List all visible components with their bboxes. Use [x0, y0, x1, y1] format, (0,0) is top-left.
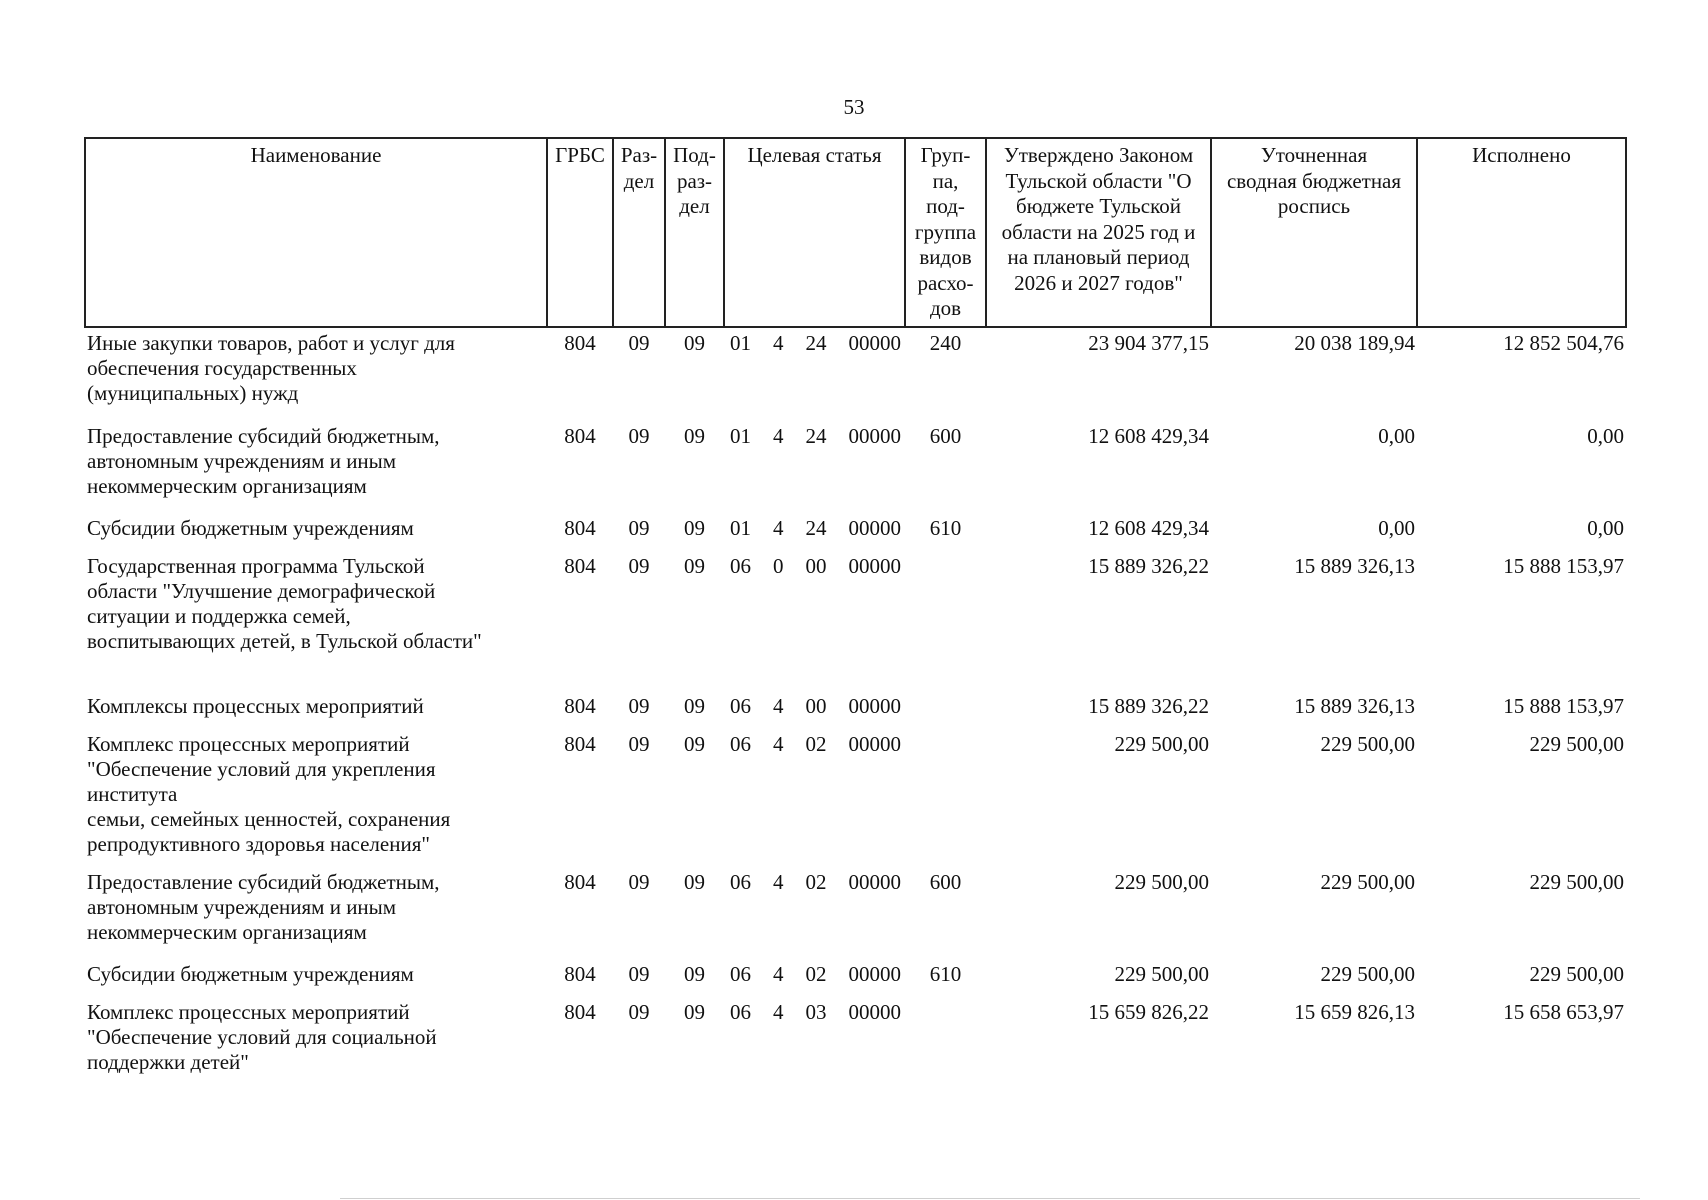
row-expense-group: 240 [929, 331, 962, 355]
row-target-article [724, 327, 905, 424]
table-row [85, 554, 1626, 694]
header-razdel: Раз- дел [613, 138, 665, 327]
header-refined-budget-list: Уточненная сводная бюджетная роспись [1211, 138, 1417, 327]
row-approved-amount: 229 500,00 [1114, 962, 1209, 986]
header-grbs: ГРБС [547, 138, 613, 327]
target-type-code: 4 [773, 870, 784, 894]
row-target-article [724, 554, 905, 694]
target-program-code: 06 [730, 554, 751, 578]
row-name: Предоставление субсидий бюджетным, автономным учреждениям и иным некоммерческим организациям [87, 870, 440, 944]
row-executed-amount: 15 888 153,97 [1503, 694, 1624, 718]
target-direction-code: 00000 [848, 554, 901, 578]
row-approved-amount: 229 500,00 [1114, 732, 1209, 756]
row-grbs: 804 [564, 331, 596, 355]
row-podrazdel: 09 [684, 732, 705, 756]
target-subprogram-code: 02 [805, 870, 827, 894]
row-executed-amount: 15 658 653,97 [1503, 1000, 1624, 1024]
row-target-article [724, 516, 905, 554]
row-refined-amount: 0,00 [1378, 516, 1415, 540]
target-program-code: 01 [730, 331, 751, 355]
row-name: Субсидии бюджетным учреждениям [87, 516, 414, 540]
target-type-code: 4 [773, 732, 784, 756]
row-razdel: 09 [628, 694, 650, 718]
header-expense-group: Груп- па, под- группа видов расхо- дов [905, 138, 986, 327]
row-approved-amount: 12 608 429,34 [1088, 424, 1209, 448]
row-expense-group: 600 [929, 870, 962, 894]
target-program-code: 06 [730, 962, 751, 986]
row-target-article [724, 732, 905, 870]
row-executed-amount: 12 852 504,76 [1503, 331, 1624, 355]
row-name: Предоставление субсидий бюджетным, автономным учреждениям и иным некоммерческим организациям [87, 424, 440, 498]
row-approved-amount: 229 500,00 [1114, 870, 1209, 894]
target-direction-code: 00000 [848, 732, 901, 756]
budget-execution-table [84, 137, 1627, 1075]
row-executed-amount: 229 500,00 [1529, 962, 1624, 986]
row-executed-amount: 15 888 153,97 [1503, 554, 1624, 578]
row-approved-amount: 15 889 326,22 [1088, 694, 1209, 718]
header-podrazdel: Под- раз- дел [665, 138, 724, 327]
row-grbs: 804 [564, 554, 596, 578]
row-approved-amount: 23 904 377,15 [1088, 331, 1209, 355]
header-executed: Исполнено [1417, 138, 1626, 327]
target-direction-code: 00000 [848, 424, 901, 448]
row-grbs: 804 [564, 732, 596, 756]
row-razdel: 09 [628, 516, 650, 540]
row-approved-amount: 12 608 429,34 [1088, 516, 1209, 540]
row-target-article [724, 424, 905, 516]
table-row [85, 694, 1626, 732]
target-subprogram-code: 02 [805, 732, 827, 756]
row-refined-amount: 229 500,00 [1320, 962, 1415, 986]
row-grbs: 804 [564, 424, 596, 448]
target-subprogram-code: 00 [805, 694, 827, 718]
target-subprogram-code: 00 [805, 554, 827, 578]
row-grbs: 804 [564, 516, 596, 540]
row-refined-amount: 15 889 326,13 [1294, 554, 1415, 578]
target-direction-code: 00000 [848, 962, 901, 986]
row-podrazdel: 09 [684, 331, 705, 355]
row-refined-amount: 229 500,00 [1320, 870, 1415, 894]
row-name: Комплекс процессных мероприятий "Обеспечение условий для социальной поддержки детей" [87, 1000, 437, 1074]
row-podrazdel: 09 [684, 1000, 705, 1024]
row-refined-amount: 229 500,00 [1320, 732, 1415, 756]
row-podrazdel: 09 [684, 962, 705, 986]
row-target-article [724, 962, 905, 1000]
row-expense-group: 600 [929, 424, 962, 448]
row-refined-amount: 0,00 [1378, 424, 1415, 448]
target-subprogram-code: 24 [805, 424, 827, 448]
row-podrazdel: 09 [684, 694, 705, 718]
row-expense-group [905, 1000, 986, 1075]
target-subprogram-code: 03 [805, 1000, 827, 1024]
target-type-code: 4 [773, 331, 784, 355]
row-refined-amount: 15 659 826,13 [1294, 1000, 1415, 1024]
row-razdel: 09 [628, 1000, 650, 1024]
row-grbs: 804 [564, 694, 596, 718]
row-podrazdel: 09 [684, 554, 705, 578]
row-refined-amount: 15 889 326,13 [1294, 694, 1415, 718]
target-type-code: 4 [773, 516, 784, 540]
target-direction-code: 00000 [848, 516, 901, 540]
row-grbs: 804 [564, 1000, 596, 1024]
table-row [85, 516, 1626, 554]
row-executed-amount: 0,00 [1587, 516, 1624, 540]
table-row [85, 870, 1626, 962]
row-razdel: 09 [628, 732, 650, 756]
header-name: Наименование [85, 138, 547, 327]
target-program-code: 06 [730, 732, 751, 756]
row-expense-group [905, 554, 986, 694]
row-razdel: 09 [628, 554, 650, 578]
row-refined-amount: 20 038 189,94 [1294, 331, 1415, 355]
target-direction-code: 00000 [848, 1000, 901, 1024]
row-executed-amount: 229 500,00 [1529, 732, 1624, 756]
target-program-code: 01 [730, 516, 751, 540]
table-body [85, 327, 1626, 1075]
target-type-code: 4 [773, 424, 784, 448]
row-podrazdel: 09 [684, 516, 705, 540]
row-grbs: 804 [564, 870, 596, 894]
target-direction-code: 00000 [848, 694, 901, 718]
target-type-code: 4 [773, 1000, 784, 1024]
row-name: Комплексы процессных мероприятий [87, 694, 424, 718]
page-number: 53 [843, 95, 865, 119]
row-podrazdel: 09 [684, 870, 705, 894]
target-direction-code: 00000 [848, 870, 901, 894]
row-grbs: 804 [564, 962, 596, 986]
row-razdel: 09 [628, 331, 650, 355]
row-name: Субсидии бюджетным учреждениям [87, 962, 414, 986]
table-header [85, 138, 1626, 327]
target-type-code: 0 [773, 554, 784, 578]
target-subprogram-code: 02 [805, 962, 827, 986]
target-subprogram-code: 24 [805, 331, 827, 355]
target-direction-code: 00000 [848, 331, 901, 355]
row-executed-amount: 229 500,00 [1529, 870, 1624, 894]
row-podrazdel: 09 [684, 424, 705, 448]
row-razdel: 09 [628, 962, 650, 986]
table-row [85, 732, 1626, 870]
target-program-code: 06 [730, 1000, 751, 1024]
header-approved-by-law: Утверждено Законом Тульской области "О бюджете Тульской области на 2025 год и на плановый период 2026 и 2027 годов" [986, 138, 1211, 327]
row-expense-group [905, 732, 986, 870]
row-target-article [724, 1000, 905, 1075]
target-subprogram-code: 24 [805, 516, 827, 540]
table-row [85, 962, 1626, 1000]
row-executed-amount: 0,00 [1587, 424, 1624, 448]
row-name: Иные закупки товаров, работ и услуг для обеспечения государственных (муниципальных) нужд [87, 331, 455, 405]
row-expense-group: 610 [929, 516, 962, 540]
target-program-code: 06 [730, 870, 751, 894]
table-row [85, 1000, 1626, 1075]
row-razdel: 09 [628, 424, 650, 448]
row-name: Комплекс процессных мероприятий "Обеспечение условий для укрепления института семьи, семейных ценностей, сохранения репродуктивного здоровья населения" [87, 732, 451, 856]
row-approved-amount: 15 889 326,22 [1088, 554, 1209, 578]
target-program-code: 06 [730, 694, 751, 718]
target-type-code: 4 [773, 962, 784, 986]
target-program-code: 01 [730, 424, 751, 448]
table-row [85, 424, 1626, 516]
bottom-divider [340, 1198, 1640, 1199]
row-name: Государственная программа Тульской области "Улучшение демографической ситуации и поддержка семей, воспитывающих детей, в Тульской области" [87, 554, 482, 653]
table-row [85, 327, 1626, 424]
target-type-code: 4 [773, 694, 784, 718]
row-razdel: 09 [628, 870, 650, 894]
row-expense-group [905, 694, 986, 732]
row-target-article [724, 870, 905, 962]
header-target-article: Целевая статья [724, 138, 905, 327]
row-target-article [724, 694, 905, 732]
row-expense-group: 610 [929, 962, 962, 986]
row-approved-amount: 15 659 826,22 [1088, 1000, 1209, 1024]
